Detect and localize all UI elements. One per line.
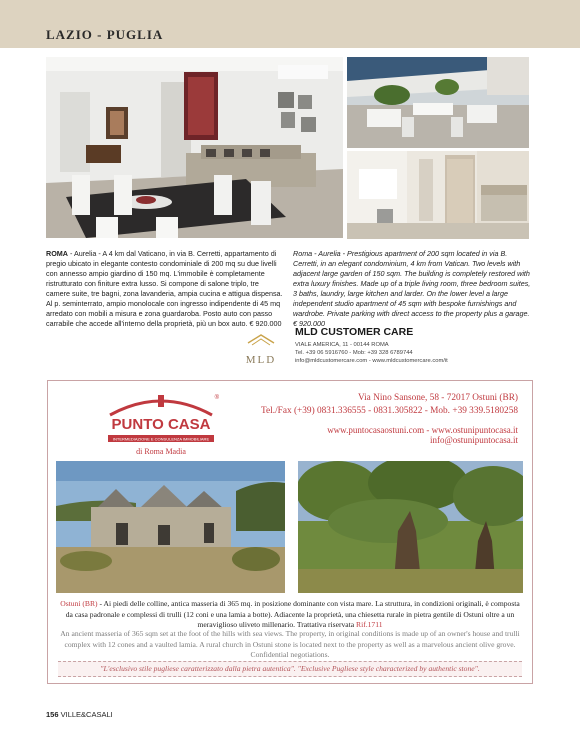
- puntocasa-logo-subtitle: INTERMEDIAZIONE E CONSULENZA IMMOBILIARE: [112, 436, 210, 442]
- agency-phone: Tel. +39 06 5916760 - Mob: +39 328 6789744: [295, 350, 413, 356]
- magazine-name: VILLE&CASALI: [60, 710, 113, 719]
- region-header-band: [0, 0, 580, 48]
- page-number: 156: [46, 710, 59, 719]
- puntocasa-reference: Rif.1711: [356, 620, 383, 629]
- bedroom-photo: [347, 151, 529, 239]
- puntocasa-logo-owner: di Roma Madia: [136, 447, 186, 456]
- mld-logo-icon: [240, 333, 282, 369]
- puntocasa-address: Via Nino Sansone, 58 - 72017 Ostuni (BR): [357, 393, 518, 403]
- living-room-photo: [46, 57, 343, 238]
- listing1-italian-text: - Aurelia - A 4 km dal Vaticano, in via B. Cerretti, appartamento di pregio ubicato in elegante contesto condominiale di 200 mq su due livelli con annesso ampio giardino di 150 mq. L'immobile è completamente ristrutturato con finiture extra lusso. Si compone di salone triplo, tre camere suite, tre bagni, zona lavanderia, ampia cucina e attigua dispensa. Al p. seminterrato, ampio monolocale con ingresso indipendente di 45 mq arredato con mobili a misura e zona guardaroba. Posto auto con passo carrabile che accede all'interno della proprietà, più un box auto. € 920.000: [46, 249, 283, 328]
- olive-grove-photo: [298, 461, 523, 593]
- trulli-photo: [56, 461, 285, 593]
- puntocasa-website[interactable]: www.puntocasaostuni.com - www.ostunipuntocasa.it: [327, 425, 518, 435]
- puntocasa-italian-text: - Ai piedi delle colline, antica masseria di 365 mq. in posizione dominante con vista mare. La struttura, in condizioni originali, è composta da casa padronale e complessi di trulli (12 coni e una lamia a botte). Adiacente la proprietà, una chiesetta rurale in pietra gentile di Ostuni oltre a un meraviglioso uliveto millenario. Trattativa riservata: [65, 599, 520, 629]
- puntocasa-registered-mark: ®: [214, 395, 219, 401]
- region-title: LAZIO - PUGLIA: [46, 27, 164, 42]
- puntocasa-description-italian: [58, 599, 522, 631]
- puntocasa-logo-name: PUNTO CASA: [111, 416, 211, 433]
- listing1-city: ROMA: [46, 249, 68, 258]
- puntocasa-email[interactable]: info@ostunipuntocasa.it: [429, 435, 518, 445]
- page-footer: [46, 710, 113, 719]
- puntocasa-logo: [98, 391, 224, 459]
- puntocasa-location: Ostuni (BR): [60, 599, 98, 608]
- agency-address: VIALE AMERICA, 11 - 00144 ROMA: [295, 342, 389, 348]
- listing1-description-italian: [46, 249, 284, 329]
- terrace-photo: [347, 57, 529, 148]
- puntocasa-slogan: "L'esclusivo stile pugliese caratterizzato dalla pietra autentica". "Exclusive Pugliese style characterized by authentic stone".: [58, 661, 522, 677]
- agency-block: [240, 326, 530, 372]
- listing1-description-english: Roma - Aurelia - Prestigious apartment of 200 sqm located in via B. Cerretti, in an elegant condominium, 4 km from Vatican. Two levels with adjacent large garden of 150 sqm. The building is completely restored with extra luxury finishes. Made up of a triple living room, three bedroom suites, 3 baths, laundry, large kitchen and larder. On the lower level a large independent studio apartment of 45 sqm with bespoke furnishings and wardrobe. Private parking with direct access to the property plus a garage. € 920.000: [293, 249, 531, 328]
- agency-contact[interactable]: info@mldcustomercare.com - www.mldcustomercare.com/it: [295, 358, 448, 364]
- puntocasa-listing-box: [47, 380, 533, 684]
- puntocasa-phones: Tel./Fax (+39) 0831.336555 - 0831.305822 - Mob. +39 339.5180258: [261, 406, 518, 416]
- mld-logo-text: MLD: [245, 354, 277, 366]
- puntocasa-description-english: An ancient masseria of 365 sqm set at the foot of the hills with sea views. The property, in original conditions is made up of an owner's house and trulli complex with 12 cones and a vaulted lamia. A rural church in Ostuni stone is located next to the property as well as a marvelous ancient olive grove. Confidential negotiations.: [60, 629, 520, 659]
- agency-name: MLD CUSTOMER CARE: [295, 326, 414, 338]
